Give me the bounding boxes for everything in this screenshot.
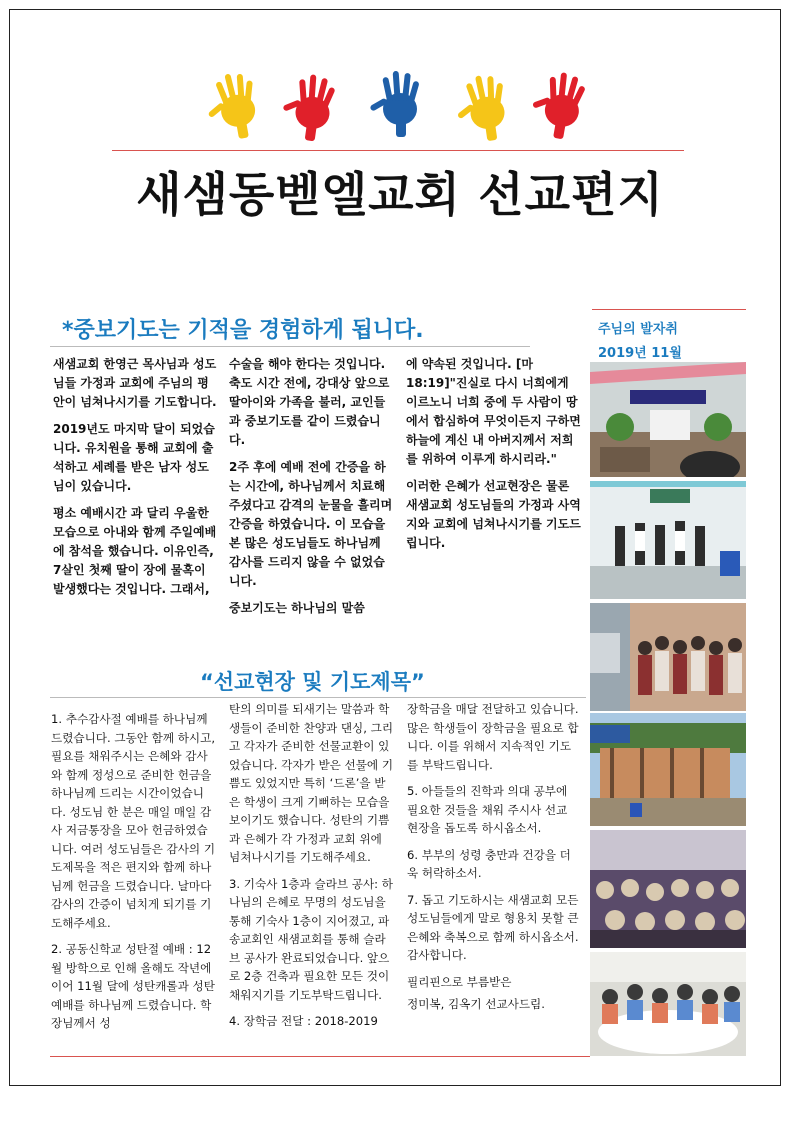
paragraph: 2019년도 마지막 달이 되었습니다. 유치원을 통해 교회에 출석하고 세례를 받은 남자 성도님이 있습니다.	[53, 422, 215, 493]
title-top-rule	[112, 150, 684, 151]
photo-students-gathering	[590, 830, 746, 948]
photo-church-altar	[590, 362, 746, 477]
heading-star: *	[62, 318, 74, 343]
prayer-item: 6. 부부의 성령 충만과 건강을 더욱 허락하소서.	[407, 847, 571, 880]
paragraph: 평소 예배시간 과 달리 우울한 모습으로 아내와 함께 주일예배에 참석을 했습니다. 이유인즉, 7살인 첫째 딸이 장에 물혹이 발생했다는 것입니다. 그래서,	[53, 506, 217, 596]
prayer-item: 2. 공동신학교 성탄절 예배 : 12월 방학으로 인해 올해도 작년에 이어 11월 달에 성탄캐롤과 성탄예배를 하나님께 드렸습니다. 학장님께서 성	[51, 942, 215, 1030]
prayer-item: 4. 장학금 전달 : 2018-2019	[229, 1014, 378, 1028]
sidebar-top-rule	[592, 309, 746, 310]
section2-heading: “선교현장 및 기도제목”	[200, 670, 425, 694]
sidebar-title: 주님의 발자취	[598, 322, 678, 337]
section1-rule	[50, 346, 530, 347]
sidebar-heading	[598, 318, 682, 366]
section2-rule	[50, 697, 586, 698]
prayer-item: 탄의 의미를 되새기는 말씀과 학생들이 준비한 찬양과 댄싱, 그리고 각자가 준비한 선물교환이 있었습니다. 각자가 받은 선물에 기쁨도 있었지만 특히 ‘드론’을 받은 학생이 크게 기뻐하는 모습을 보이기도 했습니다. 성탄의 기쁨과 은혜가 각 가정과 교회 위에 넘쳐나시기를 기도해주세요.	[229, 702, 394, 864]
section1-column-2	[229, 355, 396, 626]
section2-column-1	[51, 710, 216, 1041]
signature-name: 정미복, 김옥기 선교사드림.	[407, 997, 545, 1011]
photo-children-meal	[590, 952, 746, 1056]
paragraph: 새샘교회 한영근 목사님과 성도님들 가정과 교회에 주님의 평안이 넘쳐나시기를 기도합니다.	[53, 357, 217, 409]
bottom-rule	[50, 1056, 590, 1057]
prayer-item: 7. 돕고 기도하시는 새샘교회 모든 성도님들에게 말로 형용치 못할 큰 은혜와 축복으로 함께 하시옵소서. 감사합니다.	[407, 892, 579, 962]
prayer-item: 장학금을 매달 전달하고 있습니다. 많은 학생들이 장학금을 필요로 합니다. 이를 위해서 지속적인 기도를 부탁드립니다.	[407, 702, 579, 772]
sidebar-date: 2019년 11월	[598, 346, 682, 361]
photo-worship-dance	[590, 481, 746, 599]
paragraph: 2주 후에 예배 전에 간증을 하는 시간에, 하나님께서 치료해주셨다고 감격의 눈물을 흘리며 간증을 하였습니다. 이 모습을 본 많은 성도님들도 하나님께 감사를 드리지 않을 수 없었습니다.	[229, 460, 393, 588]
section1-column-3	[406, 355, 581, 561]
red-hand-icon	[527, 68, 588, 142]
prayer-item: 1. 추수감사절 예배를 하나님께 드렸습니다. 그동안 함께 하시고, 필요를 채워주시는 은혜와 감사와 함께 정성으로 준비한 헌금을 하나님께 드리는 시간이었습니다. 성도님 한 분은 매일 매일 감사 저금통장을 모아 헌금하였습니다. 여러 성도님들은 감사의 기도제목을 적은 편지와 함께 하나님께 헌금을 드렸습니다. 날마다 감사의 간증이 넘치게 되기를 기도해주세요.	[51, 712, 216, 930]
section1-column-1	[53, 355, 218, 607]
paragraph: 중보기도는 하나님의 말씀	[229, 601, 365, 615]
section1-heading	[62, 313, 424, 344]
red-hand-icon	[278, 71, 337, 144]
blue-hand-icon	[369, 71, 419, 137]
prayer-item: 3. 기숙사 1층과 슬라브 공사: 하나님의 은혜로 무명의 성도님을 통해 기숙사 1층이 지어졌고, 파송교회인 새샘교회를 통해 슬라브 공사가 완료되었습니다. 앞으로 2층 건축과 필요한 모든 것이 채워지기를 기도부탁드립니다.	[229, 876, 393, 1002]
yellow-hand-icon	[452, 72, 511, 145]
paragraph: 에 약속된 것입니다. [마18:19]"진실로 다시 너희에게 이르노니 너희 중에 두 사람이 땅에서 합심하여 무엇이든지 구하면 하늘에 계신 내 아버지께서 저희를 위하여 이루게 하시리라."	[406, 357, 581, 466]
page-title: 새샘동벧엘교회 선교편지	[136, 168, 664, 223]
paragraph: 이러한 은혜가 선교현장은 물론 새샘교회 성도님들의 가정과 사역지와 교회에 넘쳐나시기를 기도드립니다.	[406, 479, 581, 550]
section2-column-3	[407, 700, 582, 1022]
yellow-hand-icon	[201, 70, 262, 144]
photo-dormitory-construction	[590, 713, 746, 826]
paragraph: 수술을 해야 한다는 것입니다. 축도 시간 전에, 강대상 앞으로 딸아이와 가족을 불러, 교인들과 중보기도를 같이 드렸습니다.	[229, 357, 390, 447]
photo-congregation-hallway	[590, 603, 746, 711]
painted-hands-logo	[200, 55, 600, 150]
signature-line: 필리핀으로 부름받은	[407, 974, 512, 989]
prayer-item: 5. 아들들의 진학과 의대 공부에 필요한 것들을 채워 주시사 선교 현장을 돕도록 하시옵소서.	[407, 784, 568, 835]
section1-heading-text: 중보기도는 기적을 경험하게 됩니다.	[73, 318, 424, 343]
section2-column-2	[229, 700, 396, 1039]
